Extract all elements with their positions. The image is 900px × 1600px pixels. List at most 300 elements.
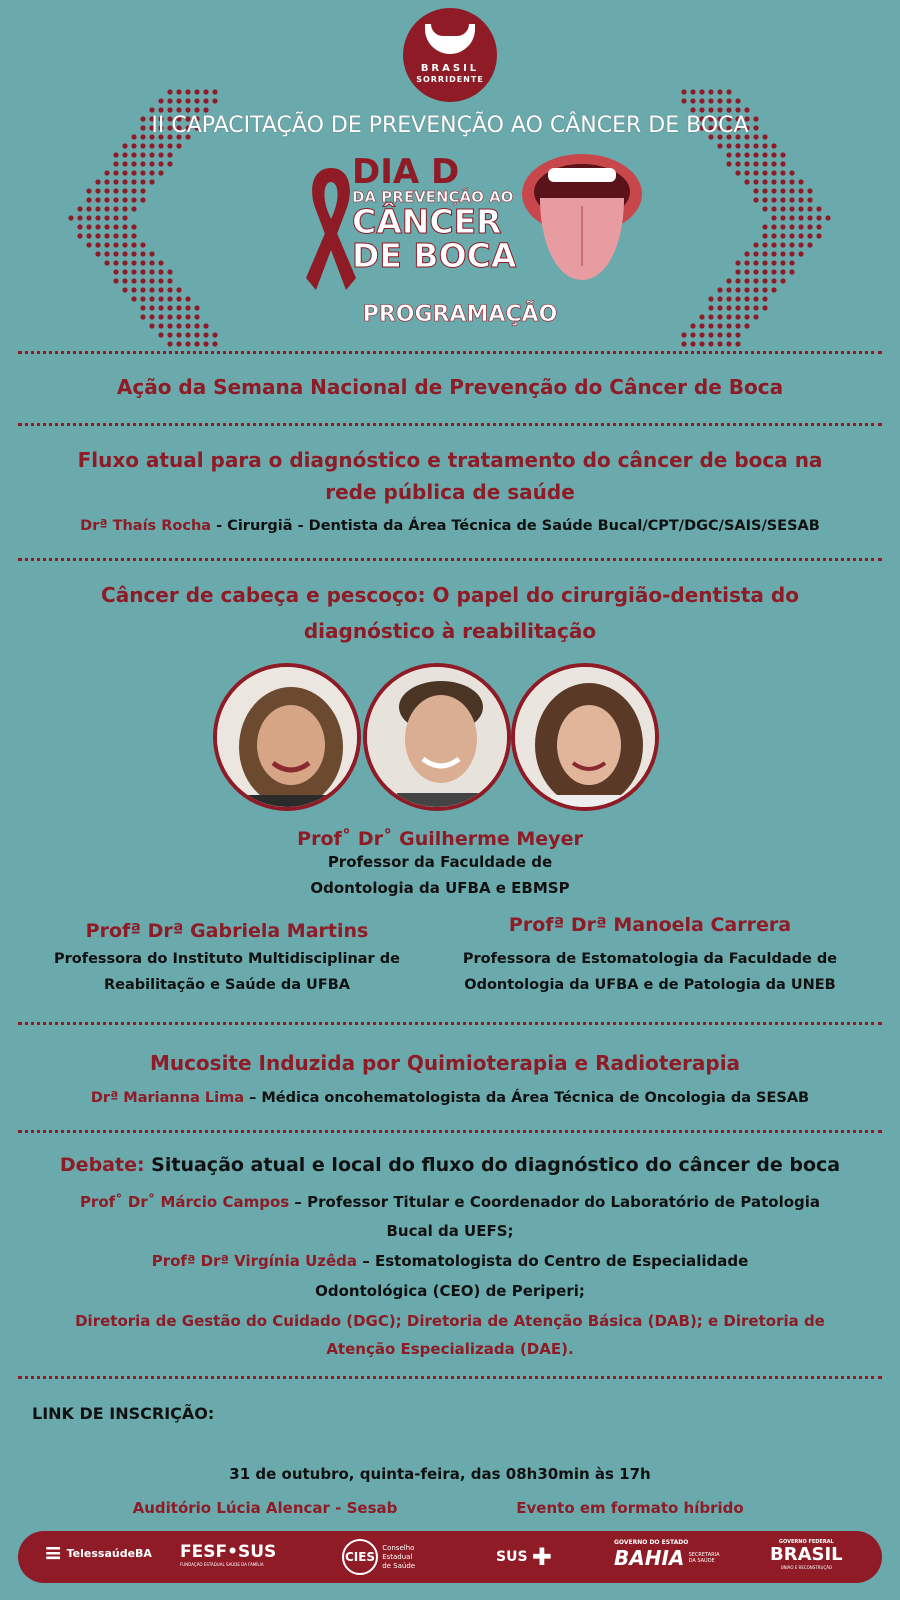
dot <box>744 143 749 148</box>
fesf-logo <box>180 1542 276 1567</box>
brasil-label: BRASIL <box>770 1544 843 1565</box>
dot <box>77 224 82 229</box>
bahia-sub1: SECRETARIA <box>688 1552 720 1558</box>
guilherme-name: Prof˚ Dr˚ Guilherme Meyer <box>297 828 583 850</box>
dot <box>140 251 145 256</box>
dot <box>780 170 785 175</box>
dot <box>717 296 722 301</box>
dot <box>203 332 208 337</box>
dot <box>816 233 821 238</box>
dot <box>681 98 686 103</box>
dot <box>149 287 154 292</box>
dot <box>176 98 181 103</box>
sus-logo <box>496 1543 552 1571</box>
debate-title-text: Situação atual e local do fluxo do diagnóstico do câncer de boca <box>144 1154 841 1176</box>
photo-manoela-carrera <box>511 663 659 811</box>
dot <box>167 107 172 112</box>
dot <box>140 197 145 202</box>
dot <box>149 170 154 175</box>
dot <box>131 143 136 148</box>
dot <box>798 206 803 211</box>
dot <box>771 251 776 256</box>
dot <box>780 179 785 184</box>
dot <box>176 341 181 346</box>
dot <box>131 233 136 238</box>
divider <box>18 1022 882 1025</box>
dot <box>140 188 145 193</box>
dot <box>113 233 118 238</box>
dot <box>735 170 740 175</box>
dot <box>726 161 731 166</box>
dot <box>149 269 154 274</box>
dot <box>203 98 208 103</box>
dot <box>104 170 109 175</box>
mucosite-speaker-name: Drª Marianna Lima <box>90 1090 245 1106</box>
dot <box>753 278 758 283</box>
dot <box>86 206 91 211</box>
programacao-heading: PROGRAMAÇÃO <box>362 302 558 327</box>
dot <box>717 89 722 94</box>
dot <box>104 188 109 193</box>
brasil-logo <box>770 1539 843 1570</box>
dot <box>131 152 136 157</box>
dot <box>68 215 73 220</box>
dot <box>131 188 136 193</box>
cabeca-title-line1: Câncer de cabeça e pescoço: O papel do cirurgião-dentista do <box>101 583 799 607</box>
dot <box>140 143 145 148</box>
dot <box>762 143 767 148</box>
dot <box>762 242 767 247</box>
dot <box>771 233 776 238</box>
dot <box>104 260 109 265</box>
dia-d-line1: DIA D <box>352 152 460 192</box>
dia-d-line3: CÂNCER <box>352 202 502 241</box>
dot <box>762 224 767 229</box>
dot <box>717 332 722 337</box>
dot <box>158 332 163 337</box>
dot <box>158 161 163 166</box>
dot <box>104 251 109 256</box>
dot <box>726 152 731 157</box>
photo-gabriela-martins <box>213 663 361 811</box>
dot <box>149 260 154 265</box>
dot <box>113 170 118 175</box>
dot <box>771 179 776 184</box>
dot <box>789 242 794 247</box>
dot <box>789 188 794 193</box>
dot <box>762 170 767 175</box>
dot <box>735 287 740 292</box>
divider <box>18 351 882 354</box>
dot <box>744 260 749 265</box>
cabeca-title-line2: diagnóstico à reabilitação <box>303 619 597 643</box>
dot <box>726 89 731 94</box>
telessaude-logo <box>44 1541 152 1566</box>
divider <box>18 423 882 426</box>
dot <box>726 287 731 292</box>
telessaude-label: TelessaúdeBA <box>66 1547 152 1560</box>
dot <box>140 287 145 292</box>
dot <box>185 89 190 94</box>
dot <box>167 89 172 94</box>
dot <box>140 242 145 247</box>
mucosite-speaker-role: – Médica oncohematologista da Área Técnica de Oncologia da SESAB <box>244 1090 810 1106</box>
dot <box>726 341 731 346</box>
dot <box>762 179 767 184</box>
dot <box>131 278 136 283</box>
virginia-role-line1: – Estomatologista do Centro de Especialidade <box>357 1252 749 1270</box>
dot <box>122 233 127 238</box>
cies-sub1: Conselho <box>382 1543 415 1552</box>
dot <box>176 287 181 292</box>
dot <box>122 170 127 175</box>
dot <box>771 224 776 229</box>
dot <box>780 215 785 220</box>
dot <box>771 278 776 283</box>
dot <box>699 332 704 337</box>
dot <box>726 143 731 148</box>
link-label[interactable]: LINK DE INSCRIÇÃO: <box>32 1404 215 1423</box>
dot <box>771 197 776 202</box>
manoela-name: Profª Drª Manoela Carrera <box>508 914 792 936</box>
dot <box>771 269 776 274</box>
dot <box>203 107 208 112</box>
dot <box>798 251 803 256</box>
dot <box>185 341 190 346</box>
fluxo-speaker-role: - Cirurgiã - Dentista da Área Técnica de Saúde Bucal/CPT/DGC/SAIS/SESAB <box>211 518 820 534</box>
dot <box>176 332 181 337</box>
bahia-label: BAHIA <box>614 1546 685 1570</box>
dot <box>104 206 109 211</box>
dot <box>717 287 722 292</box>
dot <box>735 152 740 157</box>
fluxo-speaker-name: Drª Thaís Rocha <box>80 518 212 534</box>
cies-logo <box>342 1539 415 1575</box>
dot <box>762 287 767 292</box>
dot <box>771 206 776 211</box>
smile-icon <box>425 24 475 54</box>
dot <box>753 242 758 247</box>
dot <box>780 278 785 283</box>
dot <box>735 143 740 148</box>
dot <box>780 251 785 256</box>
bahia-logo <box>614 1539 720 1570</box>
marcio-role-line2: Bucal da UEFS; <box>386 1222 514 1240</box>
dot <box>771 161 776 166</box>
dot <box>185 332 190 337</box>
fesf-label: FESF•SUS <box>180 1542 277 1562</box>
debate-p2-line1 <box>0 1248 900 1274</box>
dot <box>95 242 100 247</box>
event-title: II CAPACITAÇÃO DE PREVENÇÃO AO CÂNCER DE BOCA <box>151 113 749 138</box>
dot <box>762 269 767 274</box>
gabriela-role-line1: Professora do Instituto Multidisciplinar de <box>54 951 400 967</box>
dot <box>753 197 758 202</box>
dot <box>176 296 181 301</box>
dot <box>176 143 181 148</box>
dot <box>113 188 118 193</box>
dot <box>798 215 803 220</box>
dot <box>744 269 749 274</box>
dot <box>753 296 758 301</box>
dot <box>86 233 91 238</box>
dot <box>708 332 713 337</box>
dot <box>789 206 794 211</box>
dot <box>753 188 758 193</box>
dot <box>122 179 127 184</box>
dot <box>744 296 749 301</box>
dot <box>762 278 767 283</box>
dot <box>167 287 172 292</box>
dot <box>167 161 172 166</box>
dot <box>158 296 163 301</box>
guilherme-role-line2: Odontologia da UFBA e EBMSP <box>310 879 570 897</box>
mouth-tongue-icon <box>518 146 646 282</box>
dot <box>140 296 145 301</box>
dot <box>753 251 758 256</box>
dot <box>708 341 713 346</box>
dot <box>771 215 776 220</box>
dot <box>158 98 163 103</box>
dot <box>122 188 127 193</box>
gabriela-name: Profª Drª Gabriela Martins <box>85 920 369 942</box>
dot <box>122 152 127 157</box>
dot <box>194 107 199 112</box>
dot <box>789 251 794 256</box>
dot <box>194 341 199 346</box>
dot <box>690 89 695 94</box>
dot <box>771 242 776 247</box>
dot <box>167 278 172 283</box>
dot <box>735 107 740 112</box>
dot <box>798 224 803 229</box>
dot <box>194 332 199 337</box>
dot <box>798 197 803 202</box>
dot <box>699 341 704 346</box>
dot <box>762 260 767 265</box>
dot <box>113 179 118 184</box>
dot <box>726 296 731 301</box>
dot <box>771 170 776 175</box>
dot <box>167 98 172 103</box>
dot <box>194 89 199 94</box>
dot <box>735 98 740 103</box>
dot <box>77 206 82 211</box>
dot <box>167 269 172 274</box>
sus-label: SUS <box>496 1549 528 1565</box>
wifi-icon: ≡ <box>44 1541 63 1566</box>
dot <box>176 107 181 112</box>
dot <box>780 224 785 229</box>
dot <box>122 278 127 283</box>
dot <box>735 278 740 283</box>
debate-label: Debate: <box>59 1154 145 1176</box>
marcio-role-line1: – Professor Titular e Coordenador do Laboratório de Patologia <box>289 1193 821 1211</box>
dot <box>807 233 812 238</box>
dot <box>95 224 100 229</box>
cies-sub2: Estadual <box>382 1552 413 1561</box>
dot <box>717 107 722 112</box>
dot <box>113 260 118 265</box>
dot <box>113 215 118 220</box>
dot <box>131 242 136 247</box>
dot <box>789 197 794 202</box>
dot <box>735 161 740 166</box>
dot <box>753 152 758 157</box>
dot <box>140 161 145 166</box>
dot <box>131 224 136 229</box>
dot <box>212 89 217 94</box>
dot <box>122 215 127 220</box>
logo-line2: SORRIDENTE <box>416 75 484 84</box>
dot <box>708 89 713 94</box>
dot <box>753 143 758 148</box>
divider <box>18 1376 882 1379</box>
dot <box>104 224 109 229</box>
dot <box>807 242 812 247</box>
dot <box>149 143 154 148</box>
dot <box>131 161 136 166</box>
dot <box>95 206 100 211</box>
dot <box>717 98 722 103</box>
dot <box>681 341 686 346</box>
dot <box>798 233 803 238</box>
dot <box>762 206 767 211</box>
dot <box>726 332 731 337</box>
dot <box>104 215 109 220</box>
dot <box>122 269 127 274</box>
dot <box>185 296 190 301</box>
dot <box>744 251 749 256</box>
dot <box>113 206 118 211</box>
dot <box>212 98 217 103</box>
dot <box>735 296 740 301</box>
virginia-role-line2: Odontológica (CEO) de Periperi; <box>315 1282 585 1300</box>
dot <box>77 233 82 238</box>
dot <box>131 260 136 265</box>
event-format: Evento em formato híbrido <box>516 1499 744 1517</box>
dot <box>771 188 776 193</box>
virginia-name: Profª Drª Virgínia Uzêda <box>151 1252 358 1270</box>
cies-circle-icon: CIES <box>342 1539 378 1575</box>
dot <box>798 242 803 247</box>
dot <box>149 251 154 256</box>
dot <box>113 152 118 157</box>
dia-d-line2: DA PREVENÇÃO AO <box>352 188 514 206</box>
divider <box>18 558 882 561</box>
dot <box>212 341 217 346</box>
dot <box>167 296 172 301</box>
dot <box>185 107 190 112</box>
dot <box>104 233 109 238</box>
dot <box>158 287 163 292</box>
dot <box>113 161 118 166</box>
dot <box>131 251 136 256</box>
fluxo-title-line2: rede pública de saúde <box>325 480 575 504</box>
dot <box>789 170 794 175</box>
dot <box>744 152 749 157</box>
dot <box>735 341 740 346</box>
bahia-sub2: DA SAÚDE <box>688 1558 715 1564</box>
dot <box>780 260 785 265</box>
dia-d-block <box>352 152 532 275</box>
manoela-role-line1: Professora de Estomatologia da Faculdade de <box>462 951 838 967</box>
dot <box>77 215 82 220</box>
dot <box>681 332 686 337</box>
dot <box>717 341 722 346</box>
fluxo-speaker <box>0 513 900 539</box>
dot <box>140 269 145 274</box>
dot <box>753 179 758 184</box>
dot <box>690 332 695 337</box>
dot <box>789 269 794 274</box>
dot <box>771 143 776 148</box>
dot <box>780 233 785 238</box>
dot <box>122 287 127 292</box>
brasil-sub: UNIÃO E RECONSTRUÇÃO <box>780 1565 833 1570</box>
dot <box>113 251 118 256</box>
dot <box>203 341 208 346</box>
dot <box>104 179 109 184</box>
dot <box>104 242 109 247</box>
dot <box>95 188 100 193</box>
dot <box>158 260 163 265</box>
bahia-top: GOVERNO DO ESTADO <box>614 1539 689 1546</box>
dot <box>798 188 803 193</box>
dot <box>780 152 785 157</box>
dot <box>753 161 758 166</box>
dot <box>753 170 758 175</box>
manoela-role-line2: Odontologia da UFBA e de Patologia da UNEB <box>464 977 836 993</box>
brasil-sorridente-logo <box>403 8 497 102</box>
dot <box>131 179 136 184</box>
dot <box>771 152 776 157</box>
dot <box>753 260 758 265</box>
debate-title <box>0 1150 900 1180</box>
dot <box>780 188 785 193</box>
dot <box>131 269 136 274</box>
dot <box>744 278 749 283</box>
dot <box>149 278 154 283</box>
dot <box>753 287 758 292</box>
dot <box>212 332 217 337</box>
dot <box>158 143 163 148</box>
diretorias-line2: Atenção Especializada (DAE). <box>326 1340 574 1358</box>
dot <box>149 152 154 157</box>
dot <box>95 233 100 238</box>
dot <box>113 278 118 283</box>
dot <box>185 98 190 103</box>
dot <box>149 107 154 112</box>
dot <box>158 170 163 175</box>
dot <box>131 296 136 301</box>
cross-icon: ✚ <box>531 1543 552 1571</box>
dot <box>113 269 118 274</box>
photo-guilherme-meyer <box>363 663 511 811</box>
dot <box>86 242 91 247</box>
dot <box>771 260 776 265</box>
dot <box>158 152 163 157</box>
dot <box>122 197 127 202</box>
dot <box>86 197 91 202</box>
dot <box>762 197 767 202</box>
dot <box>780 206 785 211</box>
dot <box>122 143 127 148</box>
dot <box>140 278 145 283</box>
dot <box>762 233 767 238</box>
fesf-sub: FUNDAÇÃO ESTADUAL SAÚDE DA FAMÍLIA <box>180 1562 264 1567</box>
dot <box>780 197 785 202</box>
